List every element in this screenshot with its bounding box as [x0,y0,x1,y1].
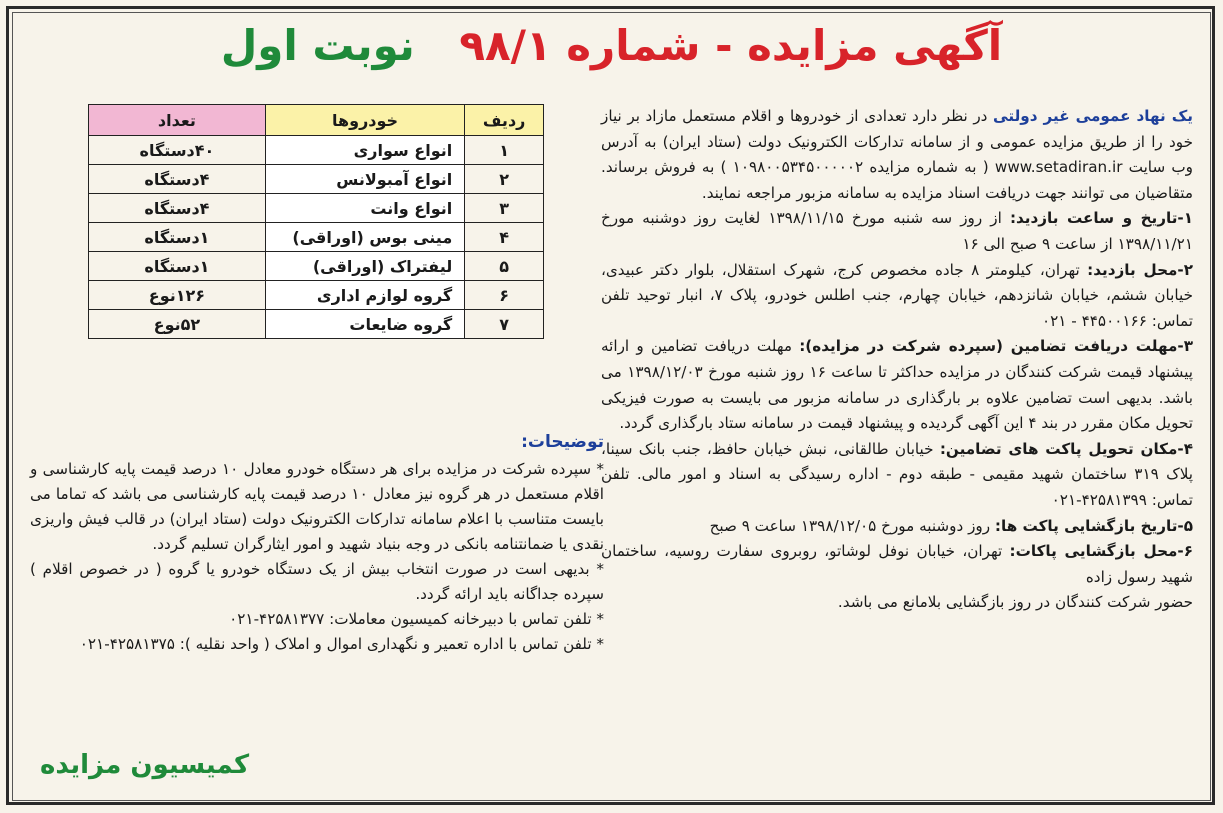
note-item: * تلفن تماس با اداره تعمیر و نگهداری اموال و املاک ( واحد نقلیه ): ۴۲۵۸۱۳۷۵-۰۲۱ [79,635,604,653]
notes-section [30,430,604,657]
row-count: ۱دستگاه [89,252,266,281]
row-count: ۴دستگاه [89,194,266,223]
table-row [89,223,544,252]
row-count: ۱۲۶نوع [89,281,266,310]
row-vehicle: لیفتراک (اوراقی) [265,252,464,281]
title-round: نوبت اول [220,21,415,70]
item-6: ۶-محل بازگشایی پاکات: تهران، خیابان نوفل لوشاتو، روبروی سفارت روسیه، ساختمان شهید رسول زاده [601,542,1194,586]
title-main: آگهی مزایده - شماره ۹۸/۱ [459,21,1003,70]
header-row-number: ردیف [465,105,544,136]
table-row [89,310,544,339]
row-vehicle: گروه لوازم اداری [265,281,464,310]
item-4: ۴-مکان تحویل پاکت های تضامین: خیابان طالقانی، نبش خیابان حافظ، جنب بانک سینا، پلاک ۳۱۹ ساختمان شهید مقیمی - طبقه دوم - اداره رسیدگی به اسناد و امور مالی. تلفن تماس: ۴۲۵۸۱۳۹۹-۰۲۱ [601,439,1193,509]
announcement-body [601,104,1193,616]
item-3: ۳-مهلت دریافت تضامین (سپرده شرکت در مزایده): مهلت دریافت تضامین و ارائه پیشنهاد قیمت شرکت کنندگان در مزایده حداکثر تا ساعت ۱۶ روز شنبه مورخ ۱۳۹۸/۱۲/۰۳ می باشد. بدیهی است تضامین علاوه بر بارگذاری در سامانه مزبور می بایست به صورت فیزیکی تحویل مکان مقرر در بند ۴ این آگهی گردیده و پیشنهاد قیمت در سامانه ستاد بارگذاری گردد. [601,337,1194,433]
page-title [0,16,1223,76]
row-vehicle: انواع آمبولانس [265,165,464,194]
table-row [89,281,544,310]
row-count: ۱دستگاه [89,223,266,252]
row-count: ۵۲نوع [89,310,266,339]
vehicles-table [88,104,544,339]
row-vehicle: انواع وانت [265,194,464,223]
note-item: * بدیهی است در صورت انتخاب بیش از یک دستگاه خودرو یا گروه ( در خصوص اقلام ) سپرده جداگانه باید ارائه گردد. [30,560,604,603]
item-1: ۱-تاریخ و ساعت بازدید: از روز سه شنبه مورخ ۱۳۹۸/۱۱/۱۵ لغایت روز دوشنبه مورخ ۱۳۹۸/۱۱/۲۱ از ساعت ۹ صبح الی ۱۶ [601,209,1193,253]
closing-text: حضور شرکت کنندگان در روز بازگشایی بلامانع می باشد. [837,593,1193,612]
row-vehicle: گروه ضایعات [265,310,464,339]
intro-paragraph [601,104,1193,206]
intro-text: در نظر دارد تعدادی از خودروها و اقلام مستعمل مازاد بر نیاز خود را از طریق مزایده عمومی و از سامانه تدارکات الکترونیک دولت (ستاد ایران) به آدرس وب سایت www.setadiran.ir ( به شماره مزایده ۱۰۹۸۰۰۵۳۴۵۰۰۰۰۰۲ ) به فروش برساند. متقاضیان می توانند جهت دریافت اسناد مزایده به سامانه مزبور مراجعه نمایند. [601,107,1194,202]
row-count: ۴۰دستگاه [89,136,266,165]
header-count: تعداد [89,105,266,136]
signature-committee: کمیسیون مزایده [40,750,250,780]
row-number: ۷ [465,310,544,339]
intro-org: یک نهاد عمومی غیر دولتی [993,107,1194,125]
row-number: ۶ [465,281,544,310]
note-item: * تلفن تماس با دبیرخانه کمیسیون معاملات: ۴۲۵۸۱۳۷۷-۰۲۱ [229,610,604,628]
table-row [89,252,544,281]
table-header-row [89,105,544,136]
row-vehicle: انواع سواری [265,136,464,165]
row-number: ۴ [465,223,544,252]
item-5: ۵-تاریخ بازگشایی پاکت ها: روز دوشنبه مورخ ۱۳۹۸/۱۲/۰۵ ساعت ۹ صبح [709,516,1193,535]
item-2: ۲-محل بازدید: تهران، کیلومتر ۸ جاده مخصوص کرج، شهرک استقلال، بلوار دکتر عبیدی، خیابان ششم، خیابان شانزدهم، خیابان چهارم، جنب اطلس خودرو، پلاک ۷، انبار توحید تلفن تماس: ۴۴۵۰۰۱۶۶ - ۰۲۱ [601,260,1193,330]
note-item: * سپرده شرکت در مزایده برای هر دستگاه خودرو معادل ۱۰ درصد قیمت پایه کارشناسی و اقلام مستعمل در هر گروه نیز معادل ۱۰ درصد قیمت پایه کارشناسی می باشد که تماما می بایست متناسب با اعلام سامانه تدارکات الکترونیک دولت (ستاد ایران) در قالب فیش واریزی نقدی یا ضمانتنامه بانکی در وجه بنیاد شهید و امور ایثارگران تسلیم گردد. [30,460,605,553]
table-row [89,194,544,223]
row-number: ۳ [465,194,544,223]
row-number: ۵ [465,252,544,281]
table-row [89,136,544,165]
row-number: ۲ [465,165,544,194]
table-row [89,165,544,194]
row-count: ۴دستگاه [89,165,266,194]
notes-heading: توضیحات: [521,432,604,452]
row-vehicle: مینی بوس (اوراقی) [265,223,464,252]
header-vehicle: خودروها [265,105,464,136]
row-number: ۱ [465,136,544,165]
